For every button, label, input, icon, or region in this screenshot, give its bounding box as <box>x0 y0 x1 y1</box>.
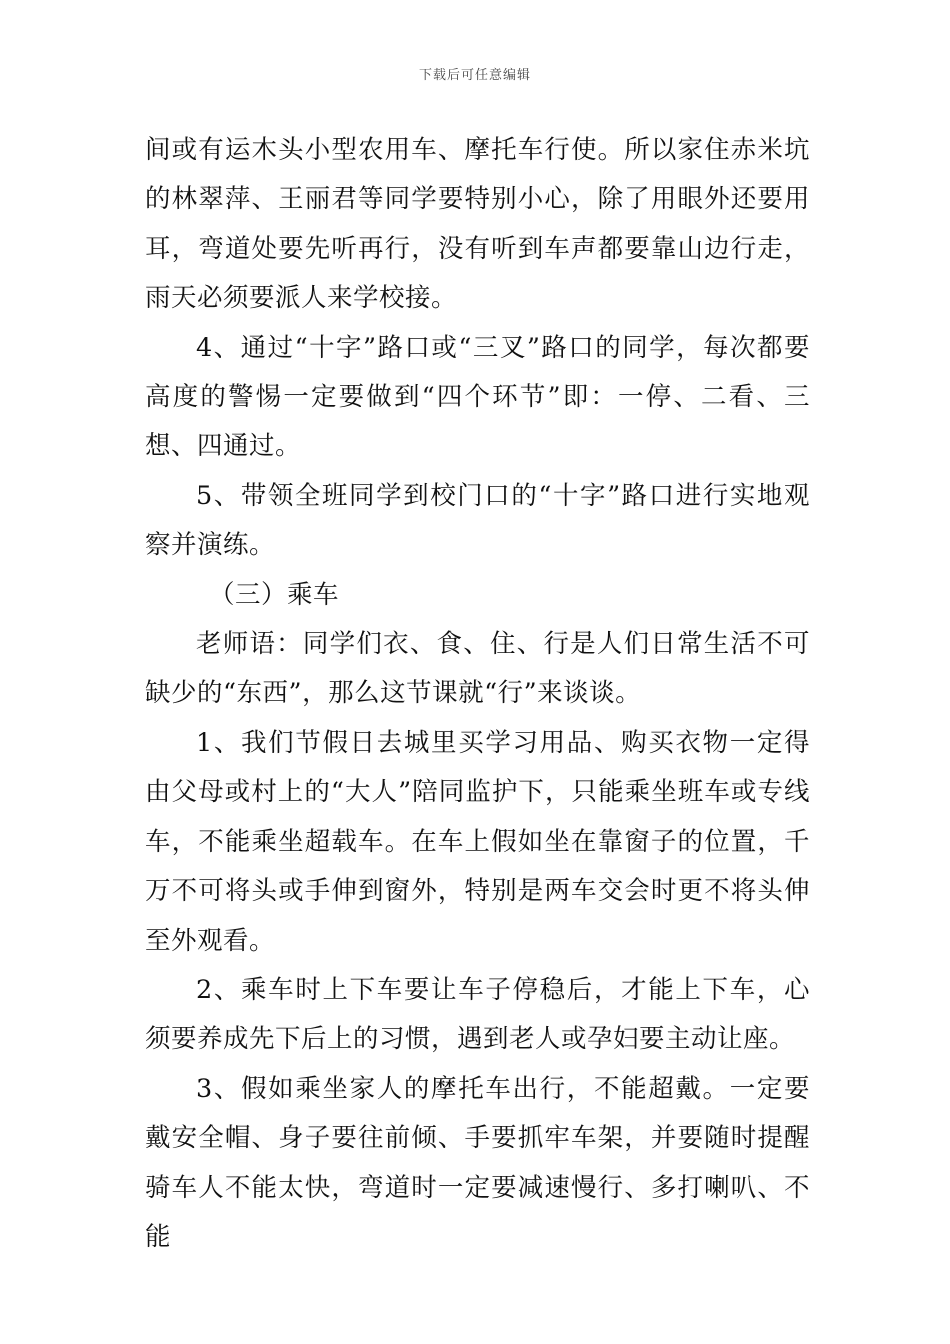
section-heading: （三）乘车 <box>209 579 340 610</box>
paragraph-item-5: 5、带领全班同学到校门口的“十字”路口进行实地观察并演练。 <box>145 480 810 561</box>
paragraph-item-3: 3、假如乘坐家人的摩托车出行，不能超戴。一定要戴安全帽、身子要往前倾、手要抓牢车架，并要随时提醒骑车人不能太快，弯道时一定要减速慢行、多打喇叭、不能 <box>145 1073 810 1252</box>
paragraph-item-1: 1、我们节假日去城里买学习用品、购买衣物一定得由父母或村上的“大人”陪同监护下，只能乘坐班车或专线车，不能乘坐超载车。在车上假如坐在靠窗子的位置，千万不可将头或手伸到窗外，特别是两车交会时更不将头伸至外观看。 <box>145 727 810 956</box>
header-note: 下载后可任意编辑 <box>418 68 531 83</box>
paragraph-item-4: 4、通过“十字”路口或“三叉”路口的同学，每次都要高度的警惕一定要做到“四个环节”即：一停、二看、三想、四通过。 <box>145 332 810 462</box>
paragraph-continuation: 间或有运木头小型农用车、摩托车行使。所以家住赤米坑的林翠萍、王丽君等同学要特别小心，除了用眼外还要用耳，弯道处要先听再行，没有听到车声都要靠山边行走，雨天必须要派人来学校接。 <box>145 135 810 314</box>
paragraph-item-2: 2、乘车时上下车要让车子停稳后，才能上下车，心须要养成先下后上的习惯，遇到老人或孕妇要主动让座。 <box>145 974 810 1055</box>
body-text <box>145 126 810 1262</box>
paragraph-teacher-words: 老师语：同学们衣、食、住、行是人们日常生活不可缺少的“东西”，那么这节课就“行”来谈谈。 <box>145 629 810 709</box>
